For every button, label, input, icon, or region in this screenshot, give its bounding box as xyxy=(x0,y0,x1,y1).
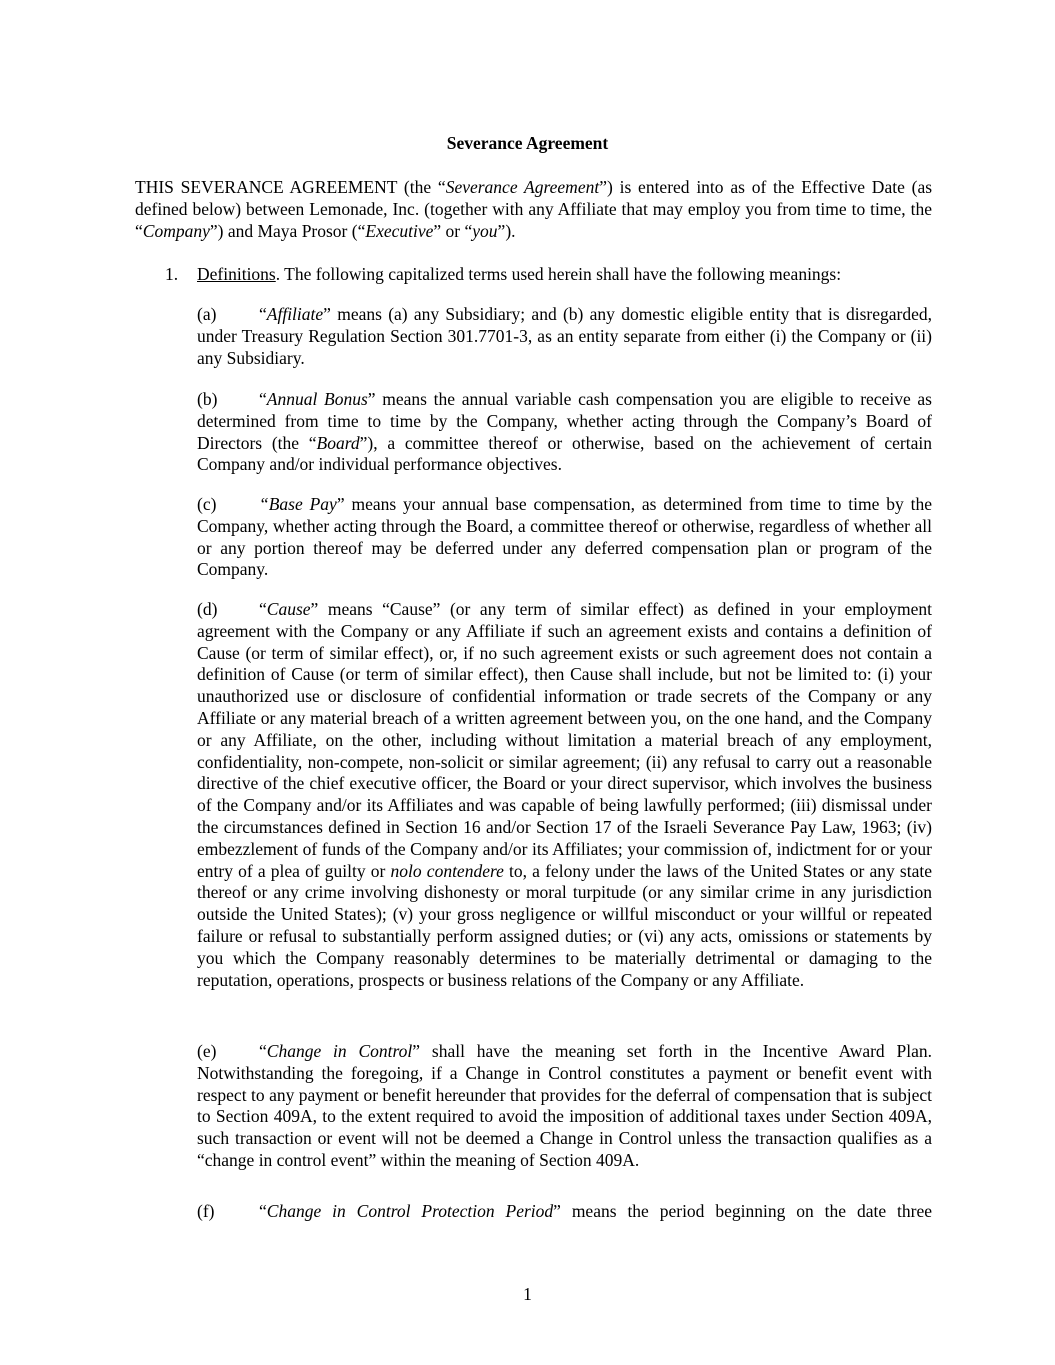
definition-body: ” means your annual base compensation, as determined from time to time by the Company, whether acting through the Board, a committee thereof or otherwise, regardless of whether all or any portion thereof may be deferred under any deferred compensation plan or program of the Company. xyxy=(197,494,932,580)
definition-body: ”), a committee thereof or otherwise, based on the achievement of certain Company and/or individual performance objectives. xyxy=(197,432,933,475)
section-1-heading xyxy=(165,263,932,285)
definition-label: (c) xyxy=(197,494,217,514)
intro-text: THIS SEVERANCE AGREEMENT (the “ xyxy=(135,177,446,197)
intro-term-severance-agreement: Severance Agreement xyxy=(445,177,600,197)
definition-term: Cause xyxy=(266,599,311,619)
definition-label: (f) xyxy=(197,1201,215,1221)
definition-label: (b) xyxy=(197,389,218,409)
quote-mark: “ xyxy=(259,1041,267,1061)
definition-term: Affiliate xyxy=(266,304,324,324)
definition-term-board: Board xyxy=(316,432,360,453)
intro-text: ”). xyxy=(497,221,516,241)
definition-body: ” means the annual variable cash compensation you are eligible to receive as determined from time to time by the Company, whether acting through the Company’s Board of Directors (the “ xyxy=(197,389,932,453)
definition-term: Annual Bonus xyxy=(266,389,368,409)
definition-change-in-control xyxy=(197,1041,932,1172)
intro-paragraph xyxy=(135,176,932,242)
definition-label: (a) xyxy=(197,304,217,324)
intro-term-you: you xyxy=(472,221,498,241)
intro-text: ”) and Maya Prosor (“ xyxy=(209,221,366,241)
definition-body: ” shall have the meaning set forth in the Incentive Award Plan. Notwithstanding the foregoing, if a Change in Control constitutes a payment or benefit event with respect to any payment or benefit hereunder that provides for the deferral of compensation that is subject to Section 409A, to the extent required to avoid the imposition of additional taxes under Section 409A, such transaction or event will not be deemed a Change in Control unless the transaction qualifies as a “change in control event” within the meaning of Section 409A. xyxy=(197,1041,932,1170)
definition-change-in-control-protection-period xyxy=(197,1201,932,1223)
page-number: 1 xyxy=(523,1284,532,1304)
section-heading-definitions: Definitions xyxy=(197,264,276,284)
definition-term: Change in Control Protection Period xyxy=(266,1201,554,1221)
definition-cause xyxy=(197,599,932,991)
section-number: 1. xyxy=(165,264,179,284)
definition-term: “Base Pay xyxy=(259,494,337,514)
definition-italic-phrase: nolo contendere xyxy=(390,860,504,881)
definition-body: ” means “Cause” (or any term of similar effect) as defined in your employment agreement with the Company or any Affiliate if such an agreement exists and contains a definition of Cause (or term of similar effect), or, if no such agreement exists or such agreement does not contain a definition of Cause (or term of similar effect), then Cause shall include, but not be limited to: (i) your unauthorized use or disclosure of confidential information or trade secrets of the Company or any Affiliate or any material breach of a written agreement between you, on the one hand, and the Company or any Affiliate, on the other, including without limitation a material breach of any employment, confidentiality, non-compete, non-solicit or similar agreement; (ii) any refusal to carry out a reasonable directive of the chief executive officer, the Board or your direct supervisor, which involves the business of the Company and/or its Affiliates and was capable of being lawfully performed; (iii) dismissal under the circumstances defined in Section 16 and/or Section 17 of the Israeli Severance Pay Law, 1963; (iv) embezzlement of funds of the Company and/or its Affiliates; your commission of, indictment for or your entry of a plea of guilty or xyxy=(197,599,932,881)
intro-text: ”) is entered into as of the Effective Date (as defined below) between Lemonade, Inc. (together with any Affiliate that may employ you from time to time, the “ xyxy=(135,177,933,241)
definition-body: ” means the period beginning on the date three xyxy=(553,1201,932,1221)
definition-body: ” means (a) any Subsidiary; and (b) any domestic eligible entity that is disregarded, under Treasury Regulation Section 301.7701-3, as an entity separate from either (i) the Company or (ii) any Subsidiary. xyxy=(197,304,932,368)
section-intro-text: . The following capitalized terms used herein shall have the following meanings: xyxy=(275,264,842,284)
quote-mark: “ xyxy=(259,304,267,324)
intro-term-executive: Executive xyxy=(365,221,434,241)
quote-mark: “ xyxy=(259,1201,267,1221)
intro-text: ” or “ xyxy=(433,221,473,241)
definition-term: Change in Control xyxy=(266,1041,413,1061)
definition-base-pay xyxy=(197,494,932,581)
quote-mark: “ xyxy=(259,599,267,619)
definition-annual-bonus xyxy=(197,389,932,476)
document-title: Severance Agreement xyxy=(446,133,609,153)
definition-affiliate xyxy=(197,304,932,369)
definition-label: (d) xyxy=(197,599,218,619)
intro-term-company: Company xyxy=(142,221,210,241)
definition-body: to, a felony under the laws of the United States or any state thereof or any crime involving dishonesty or moral turpitude (or any similar crime in any jurisdiction outside the United States); (v) your gross negligence or willful misconduct or your willful or repeated failure or refusal to substantially perform assigned duties; or (vi) any acts, omissions or statements by you which the Company reasonably determines to be materially detrimental or damaging to the reputation, operations, prospects or business relations of the Company or any Affiliate. xyxy=(197,860,932,990)
definition-label: (e) xyxy=(197,1041,217,1061)
quote-mark: “ xyxy=(259,389,267,409)
